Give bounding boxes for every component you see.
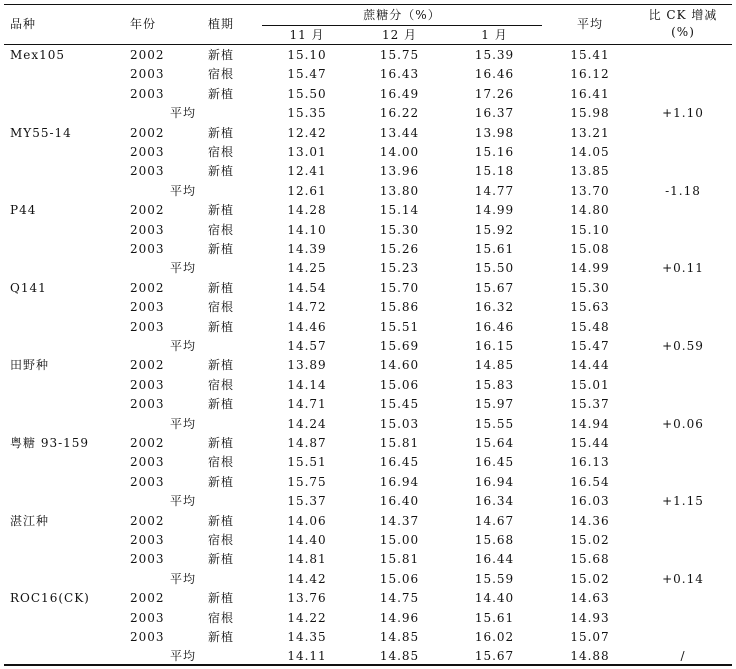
cell-nov: 14.81: [287, 552, 327, 567]
cell-dec: 16.43: [379, 67, 420, 82]
cell-year: 2003: [130, 164, 165, 179]
cell-jan: 14.85: [474, 358, 515, 373]
cell-dec: 15.00: [379, 533, 420, 547]
summary-nov: 15.35: [287, 106, 327, 121]
cell-planting: 宿根: [208, 222, 235, 237]
cell-dec: 16.45: [379, 455, 420, 470]
cell-planting: 新植: [208, 319, 235, 334]
cell-jan: 15.18: [474, 164, 515, 179]
cell-jan: 15.16: [474, 145, 515, 159]
cell-year: 2003: [130, 397, 165, 412]
cell-planting: 宿根: [208, 300, 235, 315]
cell-planting: 宿根: [208, 67, 235, 82]
cell-avg: 15.44: [570, 436, 610, 450]
cell-nov: 15.51: [287, 455, 327, 470]
cell-nov: 13.76: [287, 591, 327, 606]
summary-avg: 15.47: [570, 339, 610, 353]
cell-nov: 12.42: [287, 125, 327, 140]
cell-year: 2002: [130, 203, 165, 218]
cell-nov: 14.54: [287, 280, 327, 295]
cell-nov: 14.46: [287, 319, 327, 334]
cell-nov: 14.39: [287, 242, 327, 256]
cell-avg: 15.01: [570, 377, 610, 392]
cell-jan: 15.39: [474, 48, 515, 62]
cell-planting: 新植: [208, 591, 235, 606]
cell-avg: 16.13: [570, 455, 610, 470]
cell-jan: 15.97: [474, 397, 515, 412]
summary-jan: 16.15: [474, 339, 515, 353]
cell-planting: 新植: [208, 513, 235, 528]
cell-dec: 15.06: [379, 377, 420, 392]
summary-label: 平均: [170, 494, 197, 509]
summary-dec: 15.23: [379, 261, 420, 276]
cell-jan: 14.67: [474, 513, 515, 528]
cell-avg: 14.93: [570, 610, 610, 625]
cell-avg: 13.21: [570, 125, 610, 140]
cell-dec: 14.75: [379, 591, 420, 606]
summary-vs-ck: +0.59: [662, 339, 704, 353]
cell-planting: 新植: [208, 552, 235, 567]
variety-name: P44: [10, 203, 37, 218]
cell-dec: 15.30: [379, 222, 420, 237]
cell-year: 2003: [130, 474, 165, 489]
cell-nov: 14.71: [287, 397, 327, 412]
cell-year: 2002: [130, 358, 165, 373]
cell-jan: 15.83: [474, 377, 515, 392]
cell-avg: 15.30: [570, 280, 610, 295]
header-month-12: 12 月: [381, 28, 418, 42]
cell-avg: 14.36: [570, 513, 610, 528]
summary-vs-ck: +0.06: [662, 416, 704, 431]
cell-nov: 13.01: [287, 145, 327, 159]
header-year: 年份: [130, 17, 157, 31]
summary-jan: 15.59: [474, 571, 515, 586]
cell-year: 2002: [130, 48, 165, 62]
cell-dec: 14.37: [379, 513, 420, 528]
cell-dec: 15.70: [379, 280, 420, 295]
variety-name: ROC16(CK): [10, 591, 90, 606]
cell-year: 2002: [130, 513, 165, 528]
cell-year: 2003: [130, 630, 165, 644]
variety-name: Q141: [10, 280, 47, 295]
summary-dec: 15.03: [379, 416, 420, 431]
cell-planting: 宿根: [208, 533, 235, 547]
cell-planting: 宿根: [208, 455, 235, 470]
cell-year: 2003: [130, 222, 165, 237]
cell-avg: 14.80: [570, 203, 610, 218]
summary-nov: 14.42: [287, 571, 327, 586]
summary-vs-ck: +1.10: [662, 106, 704, 121]
cell-dec: 16.49: [379, 86, 420, 101]
cell-dec: 13.44: [379, 125, 420, 140]
header-month-11: 11 月: [289, 28, 325, 42]
cell-jan: 13.98: [474, 125, 515, 140]
header-month-1: 1 月: [481, 28, 508, 42]
cell-planting: 新植: [208, 125, 235, 140]
summary-label: 平均: [170, 416, 197, 431]
cell-jan: 16.46: [474, 67, 515, 82]
summary-dec: 16.22: [379, 106, 420, 121]
summary-vs-ck: /: [680, 649, 686, 664]
cell-jan: 14.99: [474, 203, 515, 218]
summary-avg: 15.02: [570, 571, 610, 586]
cell-nov: 13.89: [287, 358, 327, 373]
cell-year: 2003: [130, 145, 165, 159]
cell-jan: 15.64: [474, 436, 515, 450]
summary-label: 平均: [170, 339, 197, 353]
cell-avg: 14.44: [570, 358, 610, 373]
cell-dec: 15.75: [379, 48, 420, 62]
cell-avg: 14.63: [570, 591, 610, 606]
header-avg: 平均: [576, 17, 603, 31]
cell-year: 2003: [130, 552, 165, 567]
header-vs-ck-unit: (%): [671, 25, 695, 39]
summary-vs-ck: +0.11: [662, 261, 704, 276]
cell-jan: 15.61: [474, 610, 515, 625]
cell-year: 2002: [130, 125, 165, 140]
summary-nov: 14.24: [287, 416, 327, 431]
summary-nov: 12.61: [287, 183, 327, 198]
variety-name: MY55-14: [10, 125, 72, 140]
summary-dec: 15.69: [379, 339, 420, 353]
cell-year: 2002: [130, 280, 165, 295]
header-planting: 植期: [208, 17, 235, 31]
cell-dec: 13.96: [379, 164, 420, 179]
cell-year: 2003: [130, 377, 165, 392]
cell-dec: 15.45: [379, 397, 420, 412]
cell-dec: 14.85: [379, 630, 420, 644]
summary-dec: 13.80: [379, 183, 420, 198]
summary-jan: 15.55: [474, 416, 515, 431]
cell-avg: 15.37: [570, 397, 610, 412]
summary-jan: 15.50: [474, 261, 515, 276]
cell-planting: 新植: [208, 203, 235, 218]
cell-avg: 13.85: [570, 164, 610, 179]
summary-nov: 14.11: [287, 649, 327, 664]
summary-dec: 15.06: [379, 571, 420, 586]
cell-planting: 新植: [208, 474, 235, 489]
cell-dec: 15.81: [379, 436, 420, 450]
cell-nov: 15.10: [287, 48, 327, 62]
cell-nov: 15.47: [287, 67, 327, 82]
cell-dec: 15.51: [379, 319, 420, 334]
summary-label: 平均: [170, 106, 197, 121]
cell-nov: 15.75: [287, 474, 327, 489]
cell-planting: 新植: [208, 280, 235, 295]
header-sucrose-group: 蔗糖分（%）: [363, 8, 441, 22]
cell-jan: 17.26: [474, 86, 515, 101]
cell-planting: 宿根: [208, 610, 235, 625]
cell-year: 2003: [130, 242, 165, 256]
variety-name: 粤糖 93-159: [10, 436, 90, 450]
summary-nov: 15.37: [287, 494, 327, 509]
cell-year: 2003: [130, 300, 165, 315]
cell-jan: 14.40: [474, 591, 515, 606]
cell-planting: 新植: [208, 86, 235, 101]
summary-label: 平均: [170, 183, 197, 198]
header-rule: [4, 44, 732, 45]
cell-avg: 15.63: [570, 300, 610, 315]
cell-dec: 15.81: [379, 552, 420, 567]
cell-year: 2003: [130, 67, 165, 82]
cell-jan: 15.68: [474, 533, 515, 547]
cell-year: 2002: [130, 591, 165, 606]
top-rule: [4, 4, 732, 5]
cell-dec: 16.94: [379, 474, 420, 489]
cell-planting: 新植: [208, 436, 235, 450]
variety-name: 田野种: [10, 358, 50, 373]
summary-avg: 15.98: [570, 106, 610, 121]
summary-jan: 14.77: [474, 183, 515, 198]
summary-jan: 15.67: [474, 649, 515, 664]
cell-dec: 15.14: [379, 203, 420, 218]
cell-planting: 新植: [208, 397, 235, 412]
cell-avg: 15.07: [570, 630, 610, 644]
cell-jan: 16.46: [474, 319, 515, 334]
cell-planting: 新植: [208, 630, 235, 644]
cell-nov: 15.50: [287, 86, 327, 101]
cell-nov: 14.28: [287, 203, 327, 218]
sucrose-group-rule: [262, 25, 542, 26]
cell-planting: 新植: [208, 358, 235, 373]
cell-avg: 15.48: [570, 319, 610, 334]
cell-jan: 16.02: [474, 630, 515, 644]
variety-name: 湛江种: [10, 513, 50, 528]
header-vs-ck: 比 CK 增减: [648, 8, 718, 22]
summary-nov: 14.57: [287, 339, 327, 353]
cell-year: 2003: [130, 455, 165, 470]
cell-jan: 16.32: [474, 300, 515, 315]
summary-nov: 14.25: [287, 261, 327, 276]
cell-year: 2003: [130, 610, 165, 625]
header-variety: 品种: [10, 17, 37, 31]
cell-planting: 宿根: [208, 377, 235, 392]
cell-nov: 14.72: [287, 300, 327, 315]
summary-avg: 13.70: [570, 183, 610, 198]
cell-avg: 14.05: [570, 145, 610, 159]
summary-avg: 14.99: [570, 261, 610, 276]
summary-label: 平均: [170, 649, 197, 664]
summary-label: 平均: [170, 261, 197, 276]
cell-dec: 14.00: [379, 145, 420, 159]
cell-avg: 15.08: [570, 242, 610, 256]
cell-jan: 16.45: [474, 455, 515, 470]
cell-nov: 14.35: [287, 630, 327, 644]
cell-planting: 新植: [208, 48, 235, 62]
cell-nov: 14.10: [287, 222, 327, 237]
cell-nov: 14.22: [287, 610, 327, 625]
cell-planting: 新植: [208, 164, 235, 179]
cell-planting: 宿根: [208, 145, 235, 159]
cell-year: 2003: [130, 533, 165, 547]
cell-avg: 16.12: [570, 67, 610, 82]
cell-dec: 14.60: [379, 358, 420, 373]
cell-jan: 15.67: [474, 280, 515, 295]
cell-avg: 15.68: [570, 552, 610, 567]
summary-jan: 16.37: [474, 106, 515, 121]
cell-nov: 14.87: [287, 436, 327, 450]
cell-nov: 14.14: [287, 377, 327, 392]
summary-avg: 14.88: [570, 649, 610, 664]
summary-avg: 14.94: [570, 416, 610, 431]
cell-dec: 14.96: [379, 610, 420, 625]
cell-jan: 15.61: [474, 242, 515, 256]
cell-year: 2002: [130, 436, 165, 450]
cell-avg: 16.54: [570, 474, 610, 489]
cell-nov: 12.41: [287, 164, 327, 179]
cell-avg: 16.41: [570, 86, 610, 101]
cell-dec: 15.86: [379, 300, 420, 315]
summary-vs-ck: -1.18: [665, 183, 701, 198]
cell-avg: 15.41: [570, 48, 610, 62]
cell-year: 2003: [130, 319, 165, 334]
summary-jan: 16.34: [474, 494, 515, 509]
cell-planting: 新植: [208, 242, 235, 256]
summary-dec: 16.40: [379, 494, 420, 509]
cell-jan: 16.94: [474, 474, 515, 489]
cell-avg: 15.10: [570, 222, 610, 237]
cell-nov: 14.40: [287, 533, 327, 547]
cell-year: 2003: [130, 86, 165, 101]
variety-name: Mex105: [10, 48, 66, 62]
cell-nov: 14.06: [287, 513, 327, 528]
cell-jan: 15.92: [474, 222, 515, 237]
cell-dec: 15.26: [379, 242, 420, 256]
cell-jan: 16.44: [474, 552, 515, 567]
summary-vs-ck: +1.15: [662, 494, 704, 509]
summary-label: 平均: [170, 571, 197, 586]
summary-avg: 16.03: [570, 494, 610, 509]
summary-vs-ck: +0.14: [662, 571, 704, 586]
cell-avg: 15.02: [570, 533, 610, 547]
summary-dec: 14.85: [379, 649, 420, 664]
